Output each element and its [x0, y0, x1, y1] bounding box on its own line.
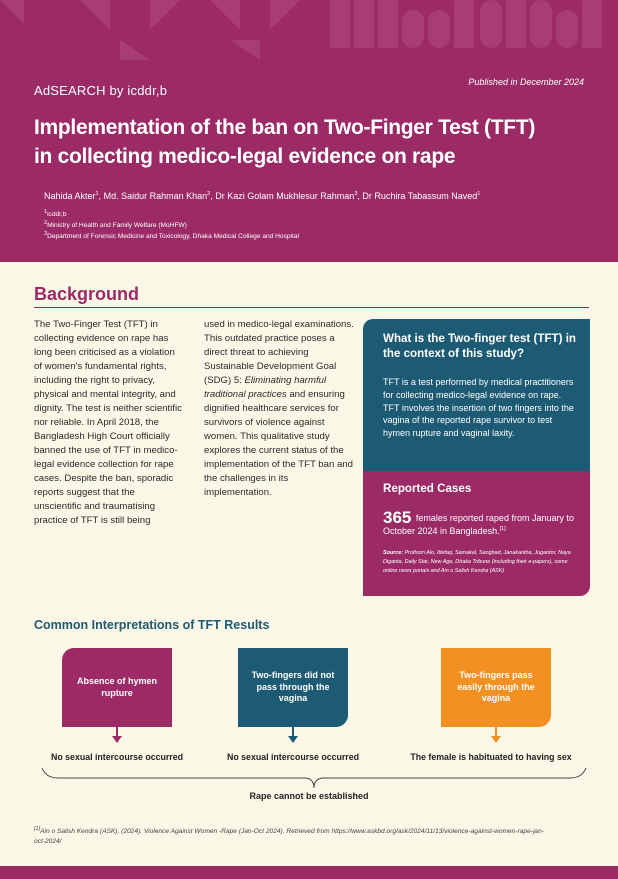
arrow-down-icon	[288, 736, 298, 743]
footnote: [1]Ain o Salish Kendra (ASK). (2024). Violence Against Women -Rape (Jan-Oct 2024). Retrieved from https://www.askbd.org/ask/2024/11/13/violence-against-women-rape-jan-oct-2024/	[34, 825, 544, 845]
arrow-stem	[116, 727, 118, 736]
tft-definition-box	[363, 319, 590, 471]
author-list: Nahida Akter$^1$, Md. Saidur Rahman Khan$^2$, Dr Kazi Golam Mukhlesur Rahman$^3$, Dr Ruchira Tabassum Naved$^1$	[44, 191, 481, 201]
arrow-down-icon	[112, 736, 122, 743]
page-title	[34, 113, 594, 171]
author-name: Dr Ruchira Tabassum Naved	[362, 191, 478, 201]
affiliation-2: $^2$Ministry of Health and Family Welfare (MoHFW)	[44, 219, 187, 229]
interpretation-result-3: The female is habituated to having sex	[410, 752, 572, 762]
arrow-down-icon	[491, 736, 501, 743]
interpretation-result-2: No sexual intercourse occurred	[226, 752, 359, 762]
section-divider	[34, 307, 589, 308]
background-column-1: The Two-Finger Test (TFT) in collecting evidence on rape has long been criticised as a violation of women's fundamental rights, including the right to privacy, physical and mental integrity, and dignity. The test is neither scientific nor reliable. In April 2018, the Bangladesh High Court officially banned the use of TFT in medico-legal evidence collection for rape cases. Despite the ban, sporadic reports suggest that the unscientific and traumatising practice of TFT is still being	[34, 319, 182, 526]
interpretation-conclusion: Rape cannot be established	[249, 791, 369, 801]
background-column-2: used in medico-legal examinations. This outdated practice poses a direct threat to achieving Sustainable Development Goal (SDG) 5: Eliminating harmful traditional practices and ensuring dignified healthcare services for survivors of violence against women. This qualitative study explores the current status of the implementation of the TFT ban and the challenges in its implementation.	[204, 319, 354, 498]
author-name: Nahida Akter	[44, 191, 96, 201]
interpretation-result-1: No sexual intercourse occurred	[50, 752, 183, 762]
sdg-emphasis: Eliminating harmful traditional practices	[204, 375, 327, 400]
affiliation-3: $^3$Department of Forensic Medicine and Toxicology, Dhaka Medical College and Hospital	[44, 230, 299, 240]
published-date: Published in December 2024	[468, 77, 584, 87]
header-banner	[0, 0, 618, 262]
author-name: Md. Saidur Rahman Khan	[103, 191, 208, 201]
reported-cases-box	[363, 471, 590, 596]
title-line-2: in collecting medico-legal evidence on rape	[34, 145, 456, 168]
grouping-brace	[34, 764, 594, 794]
reported-source: Source: Prothom Alo, Ittefaq, Samakal, Sangbad, Janakantha, Jugantor, Naya Diganta, Daily Star, New Age, Dhaka Tribune (including their e-papers), some online news portals and Ain o Salish Kendra (ASK)	[383, 550, 571, 574]
interpretation-card-3: Two-fingers pass easily through the vagina	[441, 648, 551, 727]
footer-bar	[0, 866, 618, 879]
interpretations-heading: Common Interpretations of TFT Results	[34, 618, 270, 632]
decorative-pattern	[0, 0, 618, 70]
brand-name: AdSEARCH by icddr,b	[34, 83, 168, 98]
background-heading: Background	[34, 284, 140, 304]
interpretation-card-2: Two-fingers did not pass through the vagina	[238, 648, 348, 727]
arrow-stem	[495, 727, 497, 736]
tft-box-heading: What is the Two-finger test (TFT) in the context of this study?	[383, 332, 576, 360]
title-line-1: Implementation of the ban on Two-Finger Test (TFT)	[34, 116, 536, 139]
reported-cases-heading: Reported Cases	[383, 482, 472, 495]
affiliation-1: $^1$icddr,b	[44, 208, 67, 218]
interpretation-card-1: Absence of hymen rupture	[62, 648, 172, 727]
arrow-stem	[292, 727, 294, 736]
reported-count: 365	[383, 508, 412, 527]
author-name: Dr Kazi Golam Mukhlesur Rahman	[215, 191, 355, 201]
tft-box-body: TFT is a test performed by medical practitioners for collecting medico-legal evidence on rape. TFT involves the insertion of two fingers into the vagina of the reported rape survivor to test hymen rupture and vaginal laxity.	[383, 377, 574, 439]
reported-cases-stat: 365 females reported raped from January to October 2024 in Bangladesh.[1]	[383, 508, 574, 536]
